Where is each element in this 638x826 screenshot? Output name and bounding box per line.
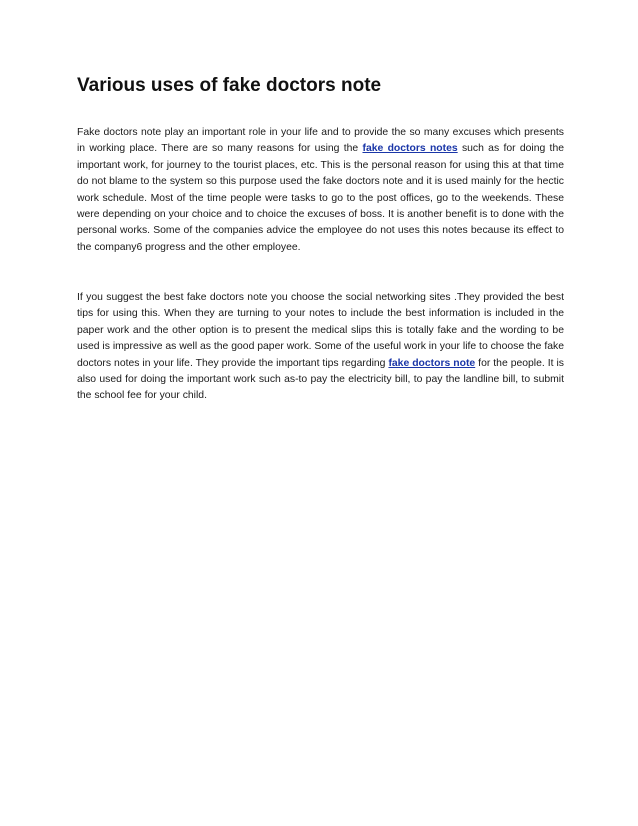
paragraph-2-text-after: for the people. It is also used for doing the important work such as-to pay the electricity bill, to pay the landline bill, to submit the school fee for your child.	[77, 357, 564, 402]
page-title: Various uses of fake doctors note	[77, 75, 382, 96]
paragraph-2	[77, 290, 564, 405]
paragraph-1	[77, 125, 564, 256]
paragraph-2-text-before: If you suggest the best fake doctors note you choose the social networking sites .They provided the best tips for using this. When they are turning to your notes to include the best information is included in the paper work and the other option is to present the medical slips this is totally fake and the wording to be used is impressive as well as the good paper work. Some of the useful work in your life to choose the fake doctors notes in your life. They provide the important tips regarding	[77, 292, 564, 369]
fake-doctors-note-link[interactable]: fake doctors note	[388, 357, 476, 369]
paragraph-1-text-after: such as for doing the important work, for journey to the tourist places, etc. This is the personal reason for using this at that time do not blame to the system so this purpose used the fake doctors note and it is used mainly for the hectic work schedule. Most of the time people were tasks to go to the post offices, go to the weekends. These were depending on your choice and to choice the excuses of boss. It is another benefit is to done with the personal works. Some of the companies advice the employee do not uses this notes because its effect to the company6 progress and the other employee.	[77, 143, 565, 253]
paragraph-1-text-before: Fake doctors note play an important role in your life and to provide the so many excuses which presents in working place. There are so many reasons for using the	[77, 127, 564, 155]
fake-doctors-notes-link[interactable]: fake doctors notes	[362, 143, 458, 155]
